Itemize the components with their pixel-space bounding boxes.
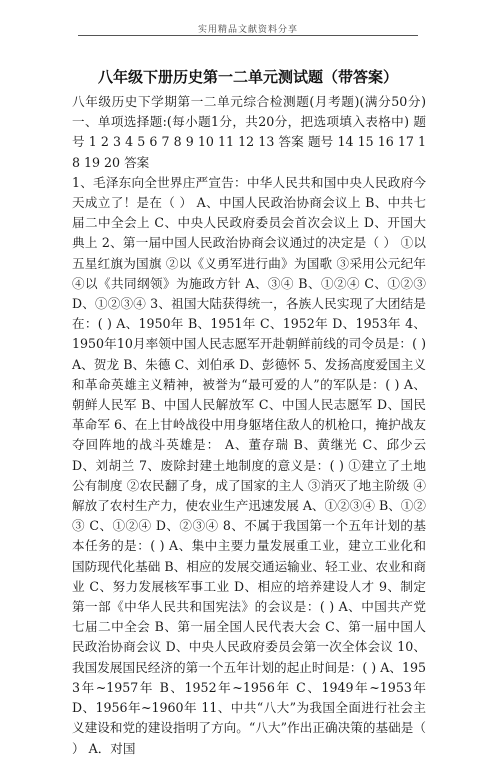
header-divider xyxy=(78,35,418,36)
document-title: 八年级下册历史第一二单元测试题（带答案） xyxy=(97,68,398,86)
document-body xyxy=(72,92,426,759)
questions-paragraph: 1、毛泽东向全世界庄严宣告：中华人民共和国中央人民政府今天成立了！是在（ ） A、中国人民政治协商会议上 B、中共七届二中全会上 C、中央人民政府委员会首次会议上 D、开国大典上 2、第一届中国人民政治协商会议通过的决定是（ ） ①以五星红旗为国旗 ②以《义勇军进行曲》为国歌 ③采用公元纪年 ④以《共同纲领》为施政方针 A、③④ B、①②④ C、①②③ D、①②③④ 3、祖国大陆获得统一，各族人民实现了大团结是在：( ) A、1950年 B、1951年 C、1952年 D、1953年 4、1950年10月率领中国人民志愿军开赴朝鲜前线的司令员是：( ) A、贺龙 B、朱德 C、刘伯承 D、彭德怀 5、发扬高度爱国主义和革命英雄主义精神，被誉为“最可爱的人”的军队是：( ) A、朝鲜人民军 B、中国人民解放军 C、中国人民志愿军 D、国民革命军 6、在上甘岭战役中用身躯堵住敌人的机枪口，掩护战友夺回阵地的战斗英雄是： A、董存瑞 B、黄继光 C、邱少云 D、刘胡兰 7、废除封建土地制度的意义是：( ) ①建立了土地公有制度 ②农民翻了身，成了国家的主人 ③消灭了地主阶级 ④解放了农村生产力，使农业生产迅速发展 A、①②③④ B、①②③ C、①②④ D、②③④ 8、不属于我国第一个五年计划的基本任务的是：( ) A、集中主要力量发展重工业，建立工业化和国防现代化基础 B、相应的发展交通运输业、轻工业、农业和商业 C、努力发展核军事工业 D、相应的培养建设人才 9、制定第一部《中华人民共和国宪法》的会议是：( ) A、中国共产党七届二中全会 B、第一届全国人民代表大会 C、第一届中国人民政治协商会议 D、中央人民政府委员会第一次全体会议 10、我国发展国民经济的第一个五年计划的起止时间是：( ) A、1953年~1957年 B、1952年~1956年 C、1949年~1953年 D、1956年~1960年 11、中共“八大”为我国全面进行社会主义建设和党的建设指明了方向。“八大”作出正确决策的基础是（ ） A．对国 xyxy=(72,174,426,756)
intro-paragraph: 八年级历史下学期第一二单元综合检测题(月考题)(满分50分) 一、单项选择题:(每小题1分，共20分，把选项填入表格中) 题号 1 2 3 4 5 6 7 8 9 10 11 12 13 答案 题号 14 15 16 17 18 19 20 答案 xyxy=(72,94,426,170)
page-header: 实用精品文献资料分享 xyxy=(197,25,298,35)
